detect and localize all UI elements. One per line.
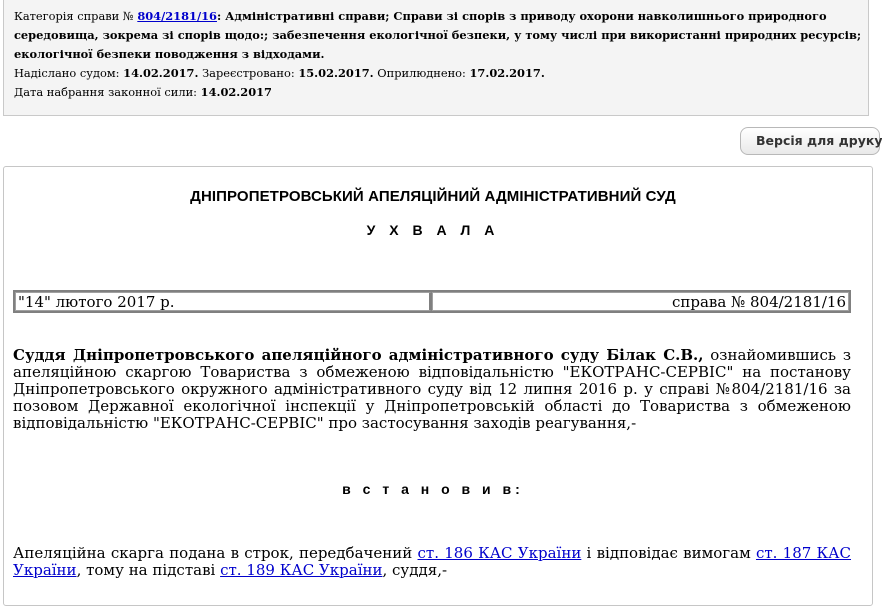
document-type: У Х В А Л А	[366, 222, 500, 238]
court-name: ДНІПРОПЕТРОВСЬКИЙ АПЕЛЯЦІЙНИЙ АДМІНІСТРАТИВНИЙ СУД	[190, 188, 676, 205]
ruling-date: "14" лютого 2017 р.	[15, 292, 432, 311]
published-date: 17.02.2017.	[469, 66, 545, 80]
effective-date-row	[14, 83, 868, 102]
sent-label: Надіслано судом:	[14, 66, 120, 80]
ruling-paragraph	[13, 545, 851, 579]
ruling-text-part: Апеляційна скарга подана в строк, передбачений	[13, 544, 418, 562]
print-version-button[interactable]: Версія для друку	[740, 127, 880, 155]
registered-date: 15.02.2017.	[298, 66, 374, 80]
registered-label: Зареєстровано:	[202, 66, 295, 80]
law-link-art-186[interactable]: ст. 186 КАС України	[417, 544, 582, 562]
effective-label: Дата набрання законної сили:	[14, 85, 198, 99]
published-label: Оприлюднено:	[377, 66, 466, 80]
category-label: Категорія справи №	[14, 9, 134, 23]
case-number: справа № 804/2181/16	[432, 292, 849, 311]
intro-text: ознайомившись з апеляційною скаргою Товариства з обмеженою відповідальністю "ЕКОТРАНС-СЕРВІС" на постанову Дніпропетровського окружного адміністративного суду від 12 липня 2016 р. у справі №804/2181/16 за позовом Державної екологічної інспекції у Дніпропетровській області до Товариства з обмеженою відповідальністю "ЕКОТРАНС-СЕРВІС" про застосування заходів реагування,-	[13, 346, 851, 432]
judge-name: Суддя Дніпропетровського апеляційного адміністративного суду Білак С.В.,	[13, 346, 704, 364]
sent-date: 14.02.2017.	[123, 66, 199, 80]
ruling-text-part: , суддя,-	[382, 561, 448, 579]
date-case-table	[13, 290, 851, 313]
case-dates	[14, 64, 868, 83]
category-text: : Адміністративні справи; Справи зі спорів з приводу охорони навколишнього природного середовища, зокрема зі спорів щодо:; забезпечення екологічної безпеки, у тому числі при використанні природних ресурсів; екологічної безпеки поводження з відходами.	[14, 9, 862, 61]
established-heading: в с т а н о в и в:	[342, 481, 524, 497]
case-category	[14, 7, 864, 64]
law-link-art-187[interactable]: ст. 187 КАС України	[13, 544, 851, 579]
effective-date: 14.02.2017	[200, 85, 272, 99]
case-metadata-panel	[3, 0, 869, 116]
intro-paragraph	[13, 347, 851, 432]
ruling-text-part: , тому на підставі	[76, 561, 221, 579]
law-link-art-189[interactable]: ст. 189 КАС України	[220, 561, 383, 579]
ruling-text-part: і відповідає вимогам	[581, 544, 756, 562]
case-number-link[interactable]: 804/2181/16	[137, 9, 217, 23]
